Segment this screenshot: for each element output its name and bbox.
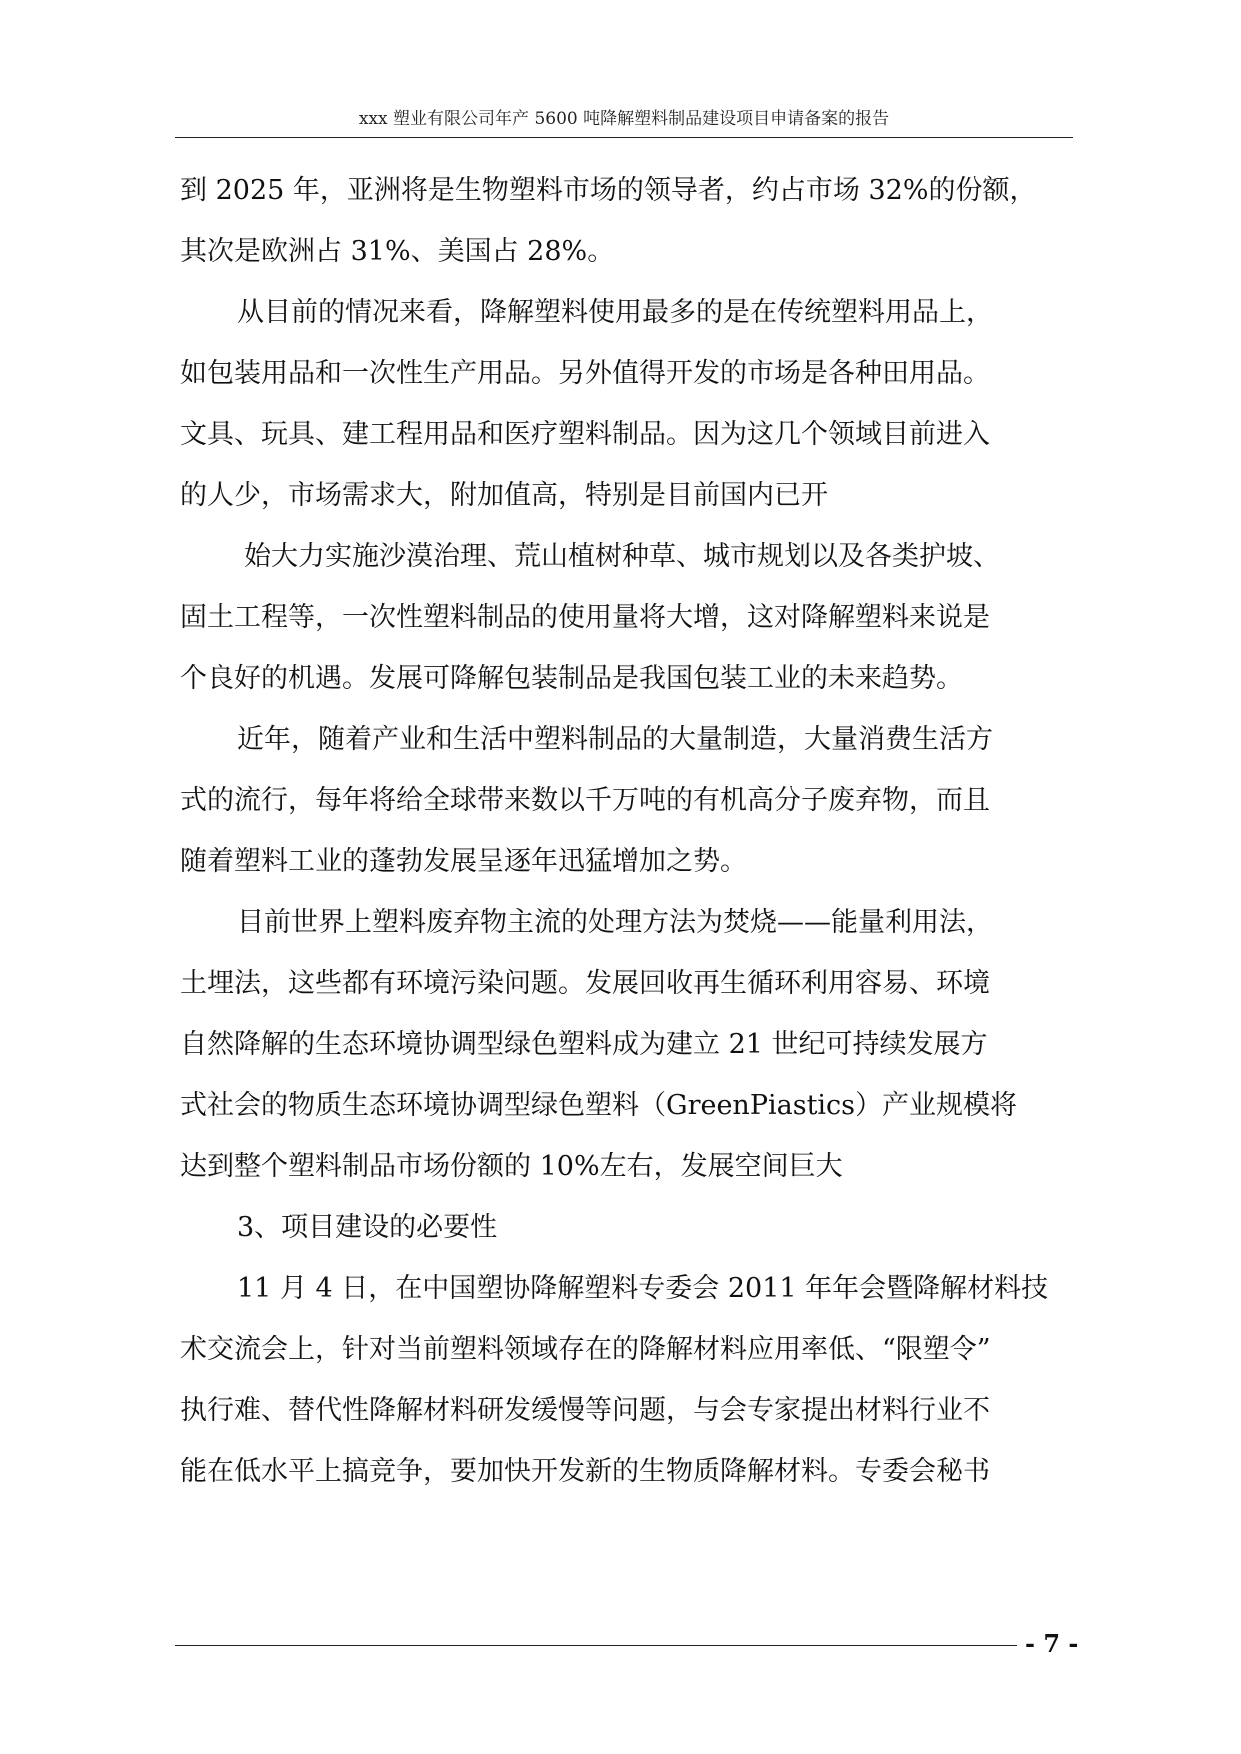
text-line: 如包装用品和一次性生产用品。另外值得开发的市场是各种田用品。 xyxy=(180,358,990,389)
text-line: 自然降解的生态环境协调型绿色塑料成为建立 21 世纪可持续发展方 xyxy=(180,1029,988,1060)
section-heading: 3、项目建设的必要性 xyxy=(237,1212,498,1243)
text-line: 达到整个塑料制品市场份额的 10%左右，发展空间巨大 xyxy=(180,1151,843,1182)
text-line: 式社会的物质生态环境协调型绿色塑料（GreenPiastics）产业规模将 xyxy=(180,1090,1018,1121)
text-line: 随着塑料工业的蓬勃发展呈逐年迅猛增加之势。 xyxy=(180,846,747,877)
text-line: 目前世界上塑料废弃物主流的处理方法为焚烧——能量利用法， xyxy=(237,907,993,938)
text-line: 11 月 4 日，在中国塑协降解塑料专委会 2011 年年会暨降解材料技 xyxy=(237,1273,1049,1304)
text-line: 能在低水平上搞竞争，要加快开发新的生物质降解材料。专委会秘书 xyxy=(180,1456,990,1487)
text-line: 执行难、替代性降解材料研发缓慢等问题，与会专家提出材料行业不 xyxy=(180,1395,990,1426)
page-number: - 7 - xyxy=(1025,1629,1079,1658)
header-divider xyxy=(175,137,1073,138)
text-line: 近年，随着产业和生活中塑料制品的大量制造，大量消费生活方 xyxy=(237,724,993,755)
text-line: 文具、玩具、建工程用品和医疗塑料制品。因为这几个领域目前进入 xyxy=(180,419,990,450)
text-line: 其次是欧洲占 31%、美国占 28%。 xyxy=(180,236,615,267)
text-line: 个良好的机遇。发展可降解包装制品是我国包装工业的未来趋势。 xyxy=(180,663,963,694)
text-line: 的人少，市场需求大，附加值高，特别是目前国内已开 xyxy=(180,480,828,511)
page-header-title: xxx 塑业有限公司年产 5600 吨降解塑料制品建设项目申请备案的报告 xyxy=(358,109,890,129)
text-line: 从目前的情况来看，降解塑料使用最多的是在传统塑料用品上， xyxy=(237,297,993,328)
text-line: 式的流行，每年将给全球带来数以千万吨的有机高分子废弃物，而且 xyxy=(180,785,990,816)
footer-divider xyxy=(175,1645,1017,1646)
body-text xyxy=(180,160,1070,1502)
text-line: 土埋法，这些都有环境污染问题。发展回收再生循环利用容易、环境 xyxy=(180,968,990,999)
text-line: 固土工程等，一次性塑料制品的使用量将大增，这对降解塑料来说是 xyxy=(180,602,990,633)
text-line: 始大力实施沙漠治理、荒山植树种草、城市规划以及各类护坡、 xyxy=(244,541,1000,572)
text-line: 到 2025 年，亚洲将是生物塑料市场的领导者，约占市场 32%的份额， xyxy=(180,175,1037,206)
text-line: 术交流会上，针对当前塑料领域存在的降解材料应用率低、“限塑令” xyxy=(180,1334,991,1365)
